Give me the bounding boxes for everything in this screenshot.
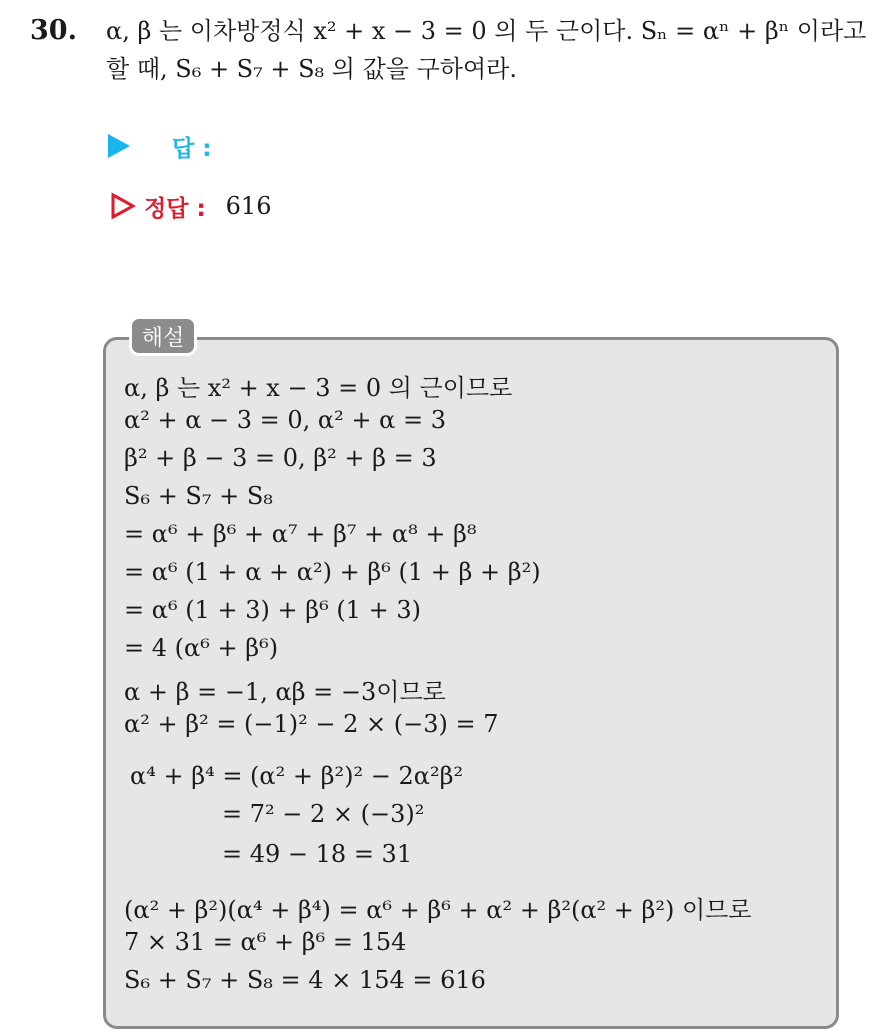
question-line-2: 할 때, S₆ + S₇ + S₈ 의 값을 구하여라.: [106, 55, 517, 83]
question-text: [106, 12, 876, 88]
solution-line: = α⁶ + β⁶ + α⁷ + β⁷ + α⁸ + β⁸: [124, 520, 477, 548]
question-number: 30.: [30, 15, 77, 46]
solution-line: = 7² − 2 × (−3)²: [222, 800, 425, 828]
solution-line: (α² + β²)(α⁴ + β⁴) = α⁶ + β⁶ + α² + β²(α² + β²) 이므로: [124, 896, 752, 924]
solution-line: α² + α − 3 = 0, α² + α = 3: [124, 406, 446, 434]
solution-line: α² + β² = (−1)² − 2 × (−3) = 7: [124, 710, 499, 738]
solution-line: β² + β − 3 = 0, β² + β = 3: [124, 444, 437, 472]
correct-answer-label: 정답 :: [144, 195, 206, 222]
solution-line: = 49 − 18 = 31: [222, 840, 413, 868]
answer-row: [108, 128, 211, 164]
solution-line: = 4 (α⁶ + β⁶): [124, 634, 279, 662]
answer-label: 답 :: [172, 135, 212, 162]
question-line-1: α, β 는 이차방정식 x² + x − 3 = 0 의 두 근이다. Sₙ = αⁿ + βⁿ 이라고: [106, 17, 867, 45]
solution-line: S₆ + S₇ + S₈ = 4 × 154 = 616: [124, 966, 486, 994]
correct-answer-row: [110, 188, 271, 224]
solution-line: α⁴ + β⁴ = (α² + β²)² − 2α²β²: [130, 762, 464, 790]
play-outline-icon: [110, 192, 136, 220]
solution-tab: 해설: [129, 316, 197, 356]
solution-line: α, β 는 x² + x − 3 = 0 의 근이므로: [124, 374, 513, 402]
solution-line: = α⁶ (1 + 3) + β⁶ (1 + 3): [124, 596, 421, 624]
solution-line: α + β = −1, αβ = −3이므로: [124, 678, 446, 706]
solution-line: 7 × 31 = α⁶ + β⁶ = 154: [124, 928, 407, 956]
play-filled-icon: [108, 134, 130, 158]
solution-line: = α⁶ (1 + α + α²) + β⁶ (1 + β + β²): [124, 558, 541, 586]
solution-line: S₆ + S₇ + S₈: [124, 482, 273, 510]
correct-answer-value: 616: [225, 192, 272, 220]
